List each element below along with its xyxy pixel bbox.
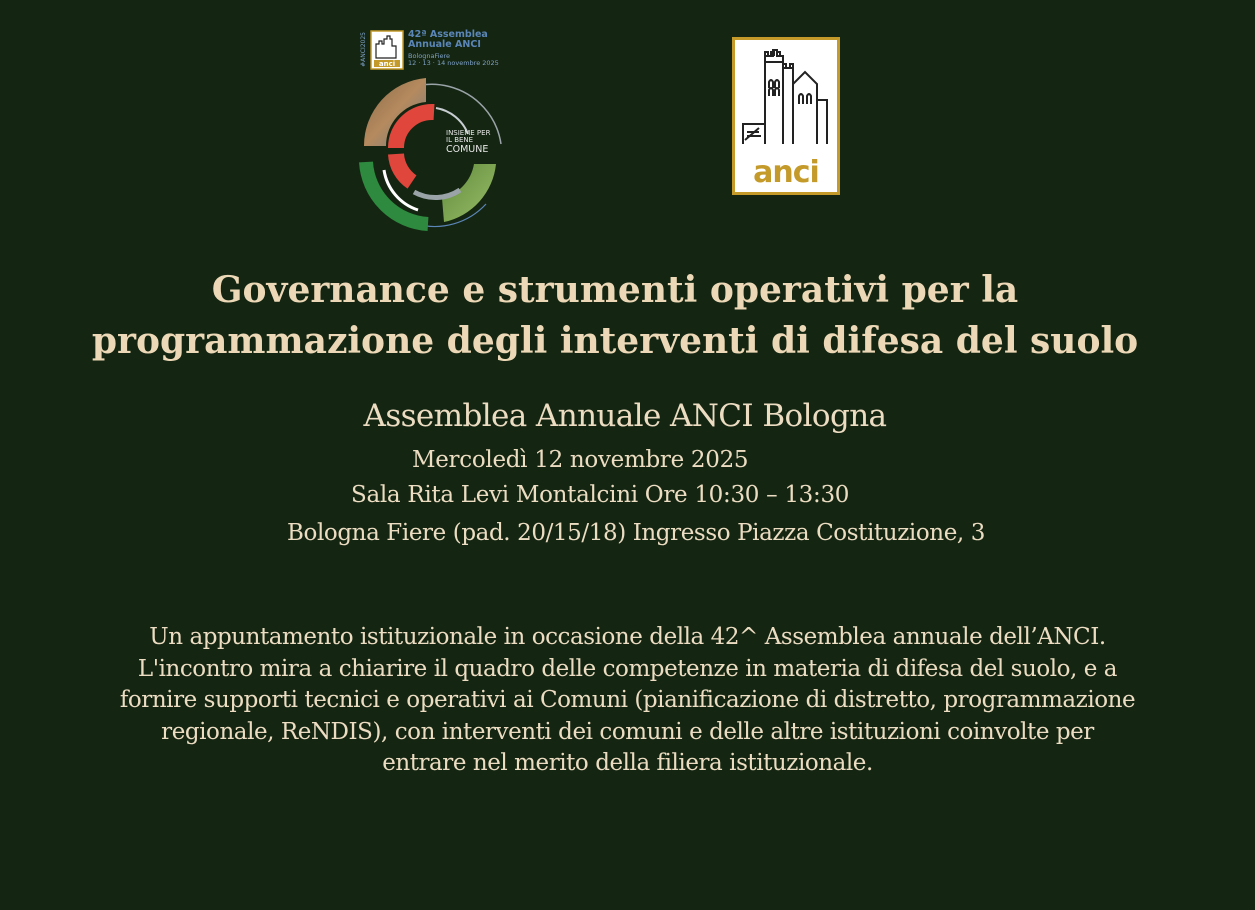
- event-date: Mercoledì 12 novembre 2025: [412, 447, 749, 473]
- slogan-line1: INSIEME PER: [446, 129, 491, 137]
- event-venue: Bologna Fiere (pad. 20/15/18) Ingresso Piazza Costituzione, 3: [287, 520, 985, 546]
- slogan-line2: IL BENE: [446, 136, 474, 145]
- assembly-title-line2: Annuale ANCI: [408, 38, 481, 50]
- mini-crest-label: anci: [378, 60, 396, 68]
- assembly-event-logo: [356, 30, 506, 240]
- anci-mini-crest-icon: [370, 30, 404, 70]
- event-room-time: Sala Rita Levi Montalcini Ore 10:30 – 13:30: [351, 482, 850, 508]
- page-title: [0, 265, 1230, 367]
- anci-logo-word: anci: [753, 155, 819, 190]
- assembly-header: [408, 30, 508, 67]
- title-line2: programmazione degli interventi di difesa del suolo: [91, 320, 1139, 362]
- anci-logo: [732, 37, 840, 195]
- description-line: regionale, ReNDIS), con interventi dei comuni e delle altre istituzioni coinvolte per: [161, 718, 1094, 745]
- hashtag-label: #ANCI2025: [360, 32, 367, 67]
- title-line1: Governance e strumenti operativi per la: [211, 269, 1019, 311]
- event-name: Assemblea Annuale ANCI Bologna: [363, 398, 887, 434]
- assembly-title-line1: 42ª Assemblea: [408, 29, 488, 40]
- description-line: Un appuntamento istituzionale in occasione della 42^ Assemblea annuale dell’ANCI.: [149, 624, 1106, 650]
- description-line: entrare nel merito della filiera istituzionale.: [382, 750, 873, 776]
- assembly-dates: 12 · 13 · 14 novembre 2025: [408, 58, 499, 67]
- assembly-venue: BolognaFiere: [408, 51, 451, 60]
- assembly-slogan: [446, 130, 490, 155]
- event-description: [0, 622, 1255, 780]
- slogan-line3: COMUNE: [446, 143, 489, 155]
- description-line: L'incontro mira a chiarire il quadro delle competenze in materia di difesa del suolo, e a: [137, 655, 1118, 682]
- towers-emblem-icon: [739, 44, 833, 152]
- description-line: fornire supporti tecnici e operativi ai Comuni (pianificazione di distretto, programmazione: [119, 687, 1136, 713]
